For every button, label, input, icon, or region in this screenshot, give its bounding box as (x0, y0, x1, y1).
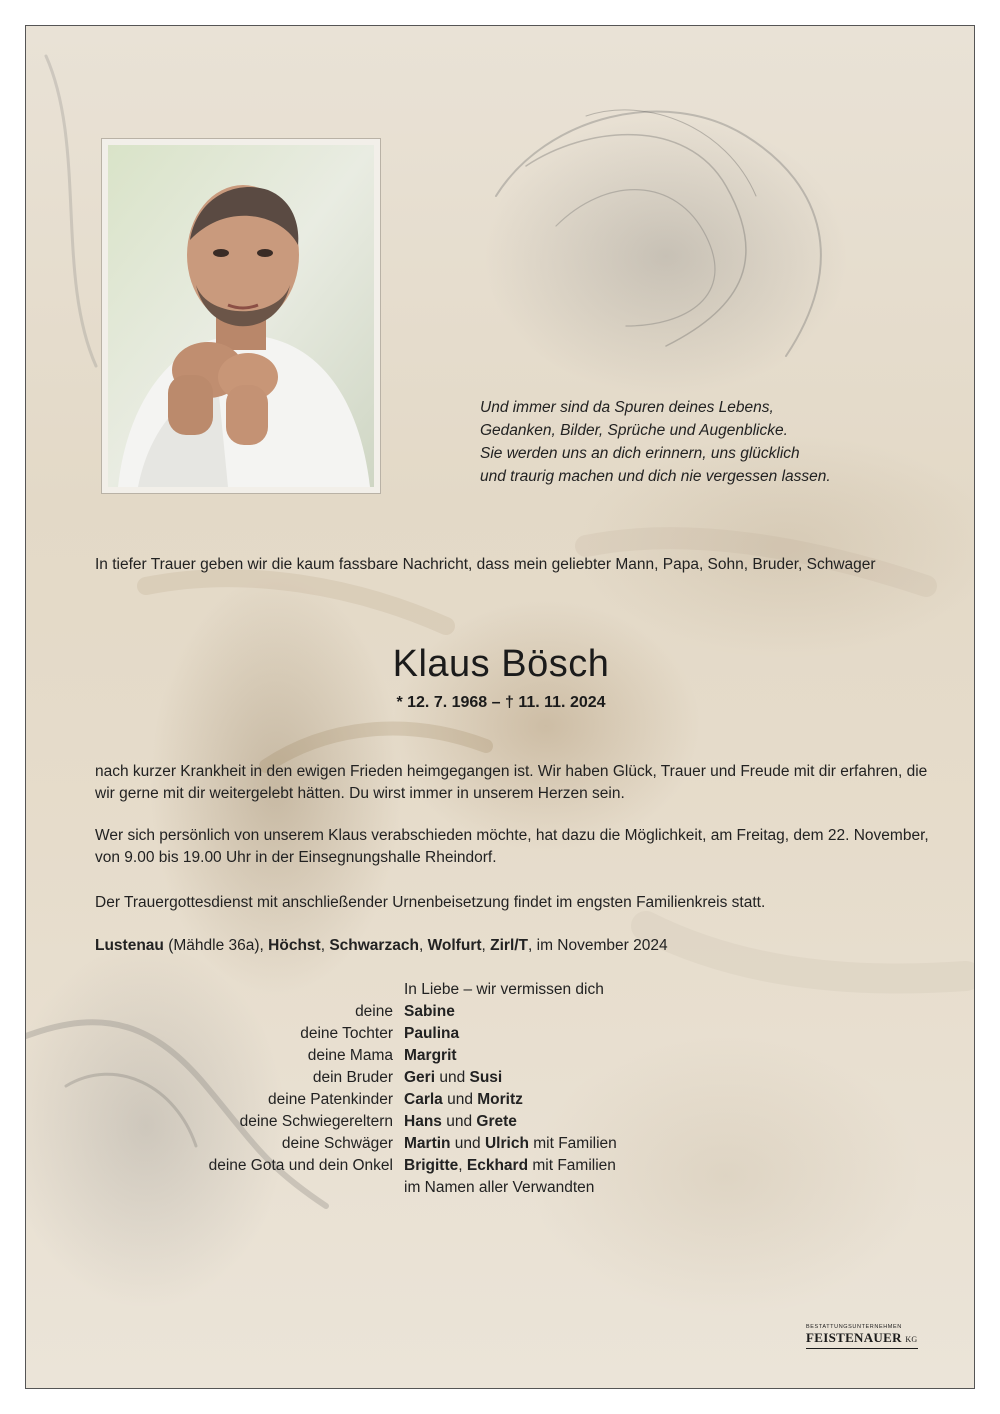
mourner-row (26, 1133, 975, 1155)
mourner-name: Margrit (404, 1047, 457, 1064)
name-joiner: , (458, 1157, 467, 1174)
mourner-name: Susi (469, 1069, 503, 1086)
life-dates: * 12. 7. 1968 – † 11. 11. 2024 (396, 694, 606, 711)
relation-label: deine Tochter (300, 1025, 393, 1042)
mourner-name: Brigitte (404, 1157, 459, 1174)
relation-label: deine (355, 1003, 393, 1020)
name-joiner: und (441, 1113, 477, 1130)
logo-suffix: KG (905, 1335, 918, 1344)
mourner-name: Hans (404, 1113, 442, 1130)
logo-name: FEISTENAUER (806, 1330, 902, 1345)
place-lustenau: Lustenau (95, 937, 164, 954)
mourner-name: Sabine (404, 1003, 455, 1020)
mourners-closing: im Namen aller Verwandten (404, 1179, 595, 1196)
memorial-quote (480, 396, 920, 488)
mourner-name: Carla (404, 1091, 443, 1108)
mourner-row (26, 1001, 975, 1023)
place-schwarzach: Schwarzach (329, 937, 419, 954)
mourners-closing-row (26, 1177, 975, 1199)
relation-label: deine Gota und dein Onkel (208, 1157, 393, 1174)
mourner-name: Paulina (404, 1025, 460, 1042)
mourner-names (404, 1089, 523, 1111)
mourner-names (404, 1001, 455, 1023)
paragraph-passing: nach kurzer Krankheit in den ewigen Frieden heimgegangen ist. Wir haben Glück, Trauer und Freude mit dir erfahren, die wir gerne mit dir weitergelebt hätten. Du wirst immer in unserem Herzen sein. (95, 763, 928, 802)
mourner-row (26, 1067, 975, 1089)
mourner-row (26, 1023, 975, 1045)
name-joiner: und (435, 1069, 470, 1086)
places-date-line (95, 935, 945, 957)
logo-wordmark (806, 1331, 924, 1347)
name-joiner: und (450, 1135, 485, 1152)
relation-label: deine Patenkinder (268, 1091, 393, 1108)
mourner-name: Ulrich (484, 1135, 529, 1152)
obituary-page (25, 25, 975, 1389)
place-address: (Mähdle 36a), (163, 937, 269, 954)
mourner-names (404, 1023, 459, 1045)
logo-tagline: BESTATTUNGSUNTERNEHMEN (806, 1324, 902, 1330)
mourners-heading: In Liebe – wir vermissen dich (404, 981, 604, 998)
paragraph-service: Der Trauergottesdienst mit anschließender Urnenbeisetzung findet im engsten Familienkreis statt. (95, 894, 766, 911)
paragraph-farewell: Wer sich persönlich von unserem Klaus verabschieden möchte, hat dazu die Möglichkeit, am Freitag, dem 22. November, von 9.00 bis 19.00 Uhr in der Einsegnungshalle Rheindorf. (95, 827, 929, 866)
separator: , (418, 937, 428, 954)
mourner-names (404, 1155, 616, 1177)
portrait-photo (108, 145, 374, 487)
relation-label: deine Schwiegereltern (239, 1113, 393, 1130)
quote-line: Und immer sind da Spuren deines Lebens, (480, 399, 774, 416)
mourner-name: Geri (404, 1069, 436, 1086)
relation-label: deine Mama (307, 1047, 393, 1064)
name-joiner: und (442, 1091, 478, 1108)
place-wolfurt: Wolfurt (427, 937, 482, 954)
date-line-tail: , im November 2024 (528, 937, 668, 954)
name-tail: mit Familien (528, 1135, 617, 1152)
mourner-names (404, 1067, 502, 1089)
portrait-frame (101, 138, 381, 494)
deceased-name: Klaus Bösch (392, 643, 610, 685)
mourner-name: Martin (404, 1135, 451, 1152)
mourners-list (26, 979, 975, 1199)
separator: , (320, 937, 330, 954)
mourner-names (404, 1045, 457, 1067)
mourner-row (26, 1111, 975, 1133)
mourner-names (404, 1133, 617, 1155)
mourner-name: Eckhard (466, 1157, 529, 1174)
quote-line: Sie werden uns an dich erinnern, uns glücklich (480, 445, 800, 462)
mourner-row (26, 1089, 975, 1111)
mourners-heading-row (26, 979, 975, 1001)
quote-line: und traurig machen und dich nie vergessen lassen. (480, 468, 831, 485)
place-zirl: Zirl/T (490, 937, 529, 954)
mourner-names (404, 1111, 517, 1133)
mourner-name: Moritz (477, 1091, 523, 1108)
intro-text: In tiefer Trauer geben wir die kaum fassbare Nachricht, dass mein geliebter Mann, Papa, Sohn, Bruder, Schwager (95, 556, 876, 573)
quote-line: Gedanken, Bilder, Sprüche und Augenblicke. (480, 422, 788, 439)
separator: , (481, 937, 491, 954)
funeral-home-logo (806, 1324, 924, 1349)
mourner-name: Grete (476, 1113, 517, 1130)
name-tail: mit Familien (528, 1157, 616, 1174)
relation-label: deine Schwäger (281, 1135, 393, 1152)
place-hoechst: Höchst (268, 937, 321, 954)
logo-underline (806, 1348, 918, 1349)
mourner-row (26, 1045, 975, 1067)
relation-label: dein Bruder (312, 1069, 393, 1086)
mourner-row (26, 1155, 975, 1177)
